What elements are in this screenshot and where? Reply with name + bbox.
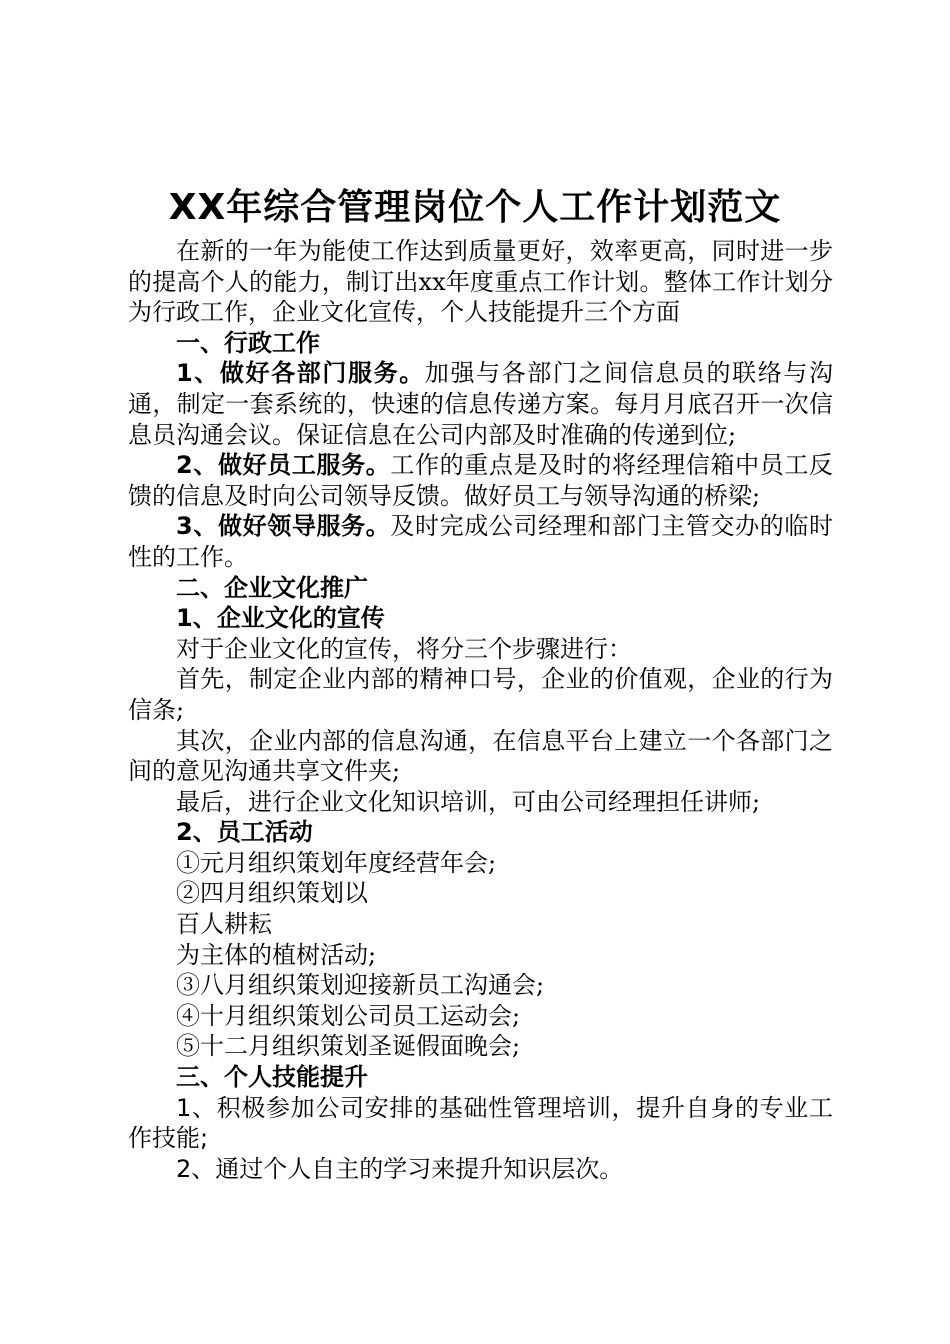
section2-act2a: ②四月组织策划以 bbox=[176, 879, 368, 908]
section2-sub2: 2、员工活动 bbox=[176, 818, 313, 847]
section3-heading: 三、个人技能提升 bbox=[176, 1063, 368, 1092]
section2-act2b: 百人耕耘 bbox=[176, 910, 272, 939]
section3-item2: 2、通过个人自主的学习来提升知识层次。 bbox=[176, 1154, 624, 1183]
section1-item1-lead: 1、做好各部门服务。 bbox=[176, 359, 425, 388]
section1-item1-text: 加强与各部门之间信息员的联络与沟通，制定一套系统的，快速的信息传递方案。每月月底召开一次信息员沟通会议。保证信息在公司内部及时准确的传递到位; bbox=[128, 359, 834, 449]
section2-step1: 首先，制定企业内部的精神口号，企业的价值观，企业的行为信条; bbox=[128, 665, 833, 724]
section1-item3-text: 及时完成公司经理和部门主管交办的临时性的工作。 bbox=[128, 512, 833, 571]
section2-act4: ④十月组织策划公司员工运动会; bbox=[176, 1001, 521, 1030]
section3-item1: 1、积极参加公司安排的基础性管理培训，提升自身的专业工作技能; bbox=[128, 1093, 833, 1153]
document-body bbox=[128, 236, 833, 1184]
section1-item3 bbox=[128, 511, 833, 572]
section1-item3-lead: 3、做好领导服务。 bbox=[176, 512, 391, 541]
document-title: XX年综合管理岗位个人工作计划范文 bbox=[168, 187, 782, 228]
section1-heading: 一、行政工作 bbox=[176, 328, 320, 357]
section1-item2 bbox=[128, 450, 833, 511]
section2-act1: ①元月组织策划年度经营年会; bbox=[176, 848, 497, 877]
section2-act3: ③八月组织策划迎接新员工沟通会; bbox=[176, 971, 545, 1000]
section2-step2: 其次，企业内部的信息沟通，在信息平台上建立一个各部门之间的意见沟通共享文件夹; bbox=[128, 726, 833, 786]
section1-item2-text: 工作的重点是及时的将经理信箱中员工反馈的信息及时向公司领导反馈。做好员工与领导沟通的桥梁; bbox=[128, 451, 833, 510]
section2-step3: 最后，进行企业文化知识培训，可由公司经理担任讲师; bbox=[176, 787, 761, 816]
section2-act5: ⑤十二月组织策划圣诞假面晚会; bbox=[176, 1032, 521, 1061]
section2-steps-intro: 对于企业文化的宣传，将分三个步骤进行： bbox=[176, 634, 632, 663]
section1-item1 bbox=[128, 358, 833, 450]
section2-act2c: 为主体的植树活动; bbox=[176, 940, 377, 969]
section2-sub1: 1、企业文化的宣传 bbox=[176, 604, 385, 633]
section1-item2-lead: 2、做好员工服务。 bbox=[176, 451, 391, 480]
section2-heading: 二、企业文化推广 bbox=[176, 573, 368, 602]
intro-paragraph: 在新的一年为能使工作达到质量更好，效率更高，同时进一步的提高个人的能力，制订出xx年度重点工作计划。整体工作计划分为行政工作，企业文化宣传，个人技能提升三个方面 bbox=[128, 237, 833, 327]
